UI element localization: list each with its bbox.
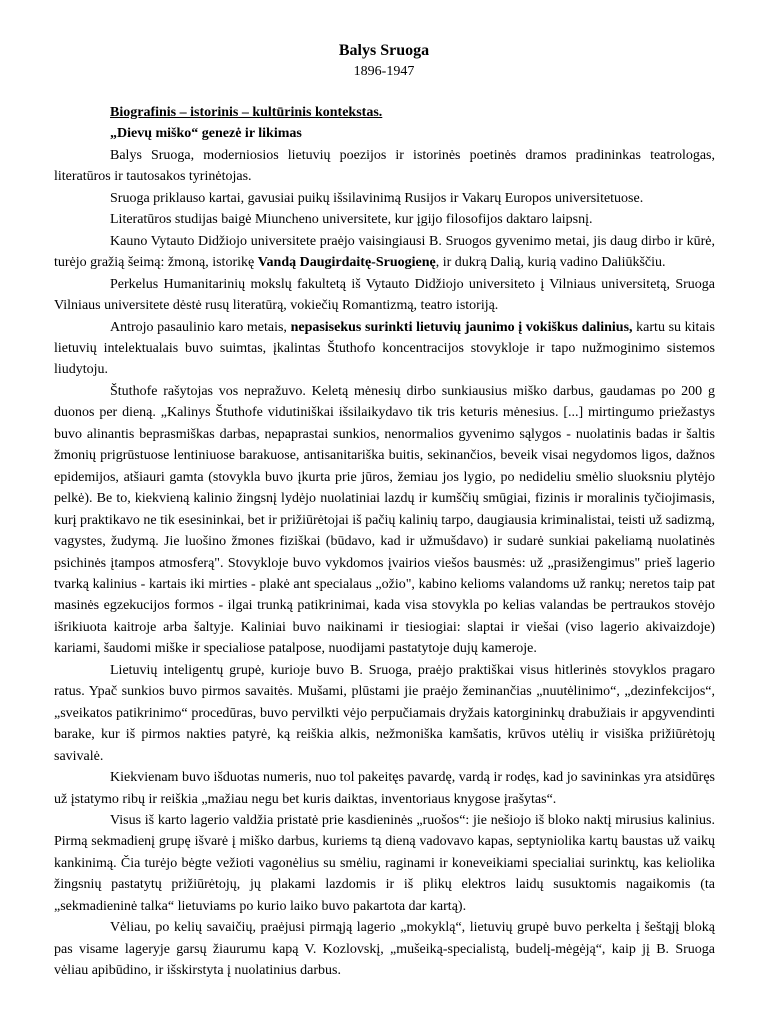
document-body [54, 102, 715, 982]
paragraph-4 [54, 231, 715, 274]
paragraph-9: Kiekvienam buvo išduotas numeris, nuo tol pakeitęs pavardę, vardą ir rodęs, kad jo savininkas yra atsidūręs už įstatymo ribų ir reiškia „mažiau negu bet kuris daiktas, inventoriaus knygose įrašytas“. [54, 770, 715, 807]
author-years: 1896-1947 [353, 64, 415, 79]
paragraph-4-name-bold: Vandą Daugirdaitę-Sruogienę [257, 255, 436, 271]
section-heading: Biografinis – istorinis – kultūrinis kontekstas. [110, 105, 383, 120]
paragraph-6 [54, 317, 715, 381]
section-subheading: „Dievų miško“ genezė ir likimas [110, 126, 302, 142]
paragraph-8: Lietuvių inteligentų grupė, kurioje buvo B. Sruoga, praėjo praktiškai visus hitlerinės stovyklos pragaro ratus. Ypač sunkios buvo pirmos savaitės. Mušami, plūstami jie praėjo žeminančias „nuutėlinimo“, „dezinfekcijos“, „sveikatos patikrinimo“ procedūras, buvo pervilkti vėjo perpučiamais dryžais katorgininkų drabužiais ir apgyvendinti barake, kur iš pirmos nakties patyrė, ką reiškia alkis, nežmoniška kamšatis, krūvos utėlių ir visiška prižiūrėtojų savivalė. [54, 662, 715, 764]
paragraph-11: Vėliau, po kelių savaičių, praėjusi pirmąją lagerio „mokyklą“, lietuvių grupė buvo perkelta į šeštąjį bloką pas visame lageryje garsų žiaurumu kapą V. Kozlovskį, „mušeiką-specialistą, budelį-mėgėją“, kaip jį B. Sruoga vėliau apibūdino, ir išskirstyta į nuolatinius darbus. [54, 920, 715, 979]
paragraph-4-text-a: Kauno Vytauto Didžiojo universitete praėjo vaisingiausi B. Sruogos gyvenimo metai, jis daug dirbo ir kūrė, turėjo gražią šeimą: žmoną, istorikę [54, 233, 715, 271]
paragraph-1: Balys Sruoga, moderniosios lietuvių poezijos ir istorinės poetinės dramos pradininkas teatrologas, literatūros ir tautosakos tyrinėtojas. [54, 147, 715, 185]
paragraph-6-text-a: Antrojo pasaulinio karo metais, [110, 319, 291, 335]
paragraph-6-bold: nepasisekus surinkti lietuvių jaunimo į vokiškus dalinius, [290, 319, 633, 335]
paragraph-7: Štuthofe rašytojas vos nepražuvo. Keletą mėnesių dirbo sunkiausius miško darbus, gaudamas po 200 g duonos per dieną. „Kalinys Štuthofe vidutiniškai išsilaikydavo tik tris keturis mėnesius. [...] mirtingumo priežastys buvo alinantis beprasmiškas darbas, nepaprastai sunkios, nenormalios gyvenimo sąlygos - nuolatinis badas ir šaltis žmonių prigrūstuose lentiniuose barakuose, antisanitariška buitis, sekinančios, beveik visai negydomos ligos, dažnos epidemijos, atšiauri gamta (stovykla buvo įkurta prie jūros, žemiau jos lygio, po nedideliu smėlio sluoksniu plytėjo pelkė). Be to, kiekvieną kalinio žingsnį lydėjo nuolatiniai lazdų ir kumščių smūgiai, fizinis ir moralinis tyčiojimasis, kurį praktikavo ne tik esesininkai, bet ir prižiūrėtojai iš pačių kalinių tarpo, daugiausia kriminalistai, teisti už sadizmą, vagystes, žudymą. Jie luošino žmones fiziškai (būdavo, kad ir užmušdavo) ir sudarė sunkiai pakeliamą nuolatinės psichinės įtampos atmosferą". Stovykloje buvo vykdomos įvairios viešos bausmės: už „prasižengimus" prieš lagerio tvarką kalinius - kartais iki mirties - plakė ant specialaus „ožio", kabino kelioms valandoms už rankų; neretos taip pat masinės egzekucijos formos - ilgai trunką patikrinimai, kada visa stovykla po kelias valandas be pertraukos stovėjo išrikiuota kaitroje arba šaltyje. Kaliniai buvo naikinami ir tiesiogiai: slaptai ir viešai (viso lagerio akivaizdoje) kariami, šaudomi miške ir specialiose patalpose, nuodijami pastatytoje dujų kameroje. [54, 383, 715, 657]
paragraph-4-text-c: , ir dukrą Dalią, kurią vadino Daliūkščiu. [435, 255, 666, 271]
paragraph-2: Sruoga priklauso kartai, gavusiai puikų išsilavinimą Rusijos ir Vakarų Europos universitetuose. [110, 190, 644, 206]
paragraph-10: Visus iš karto lagerio valdžia pristatė prie kasdieninės „ruošos“: jie nešiojo iš bloko naktį mirusius kalinius. Pirmą sekmadienį grupę išvarė į miško darbus, kuriems tą dieną vadovavo kapas, septyniolika kartų baustas už vaikų kankinimą. Čia turėjo bėgte vežioti vagonėlius su smėliu, raginami ir koneveikiami specialiai surinktų, kas keliolika žingsnių pastatytų prižiūrėtojų, jų plakami lazdomis ir iš plikų elektros laidų susuktomis nagaikomis (ta „sekmadieninė talka“ lietuviams po kurio laiko buvo pakartota dar kartą). [54, 812, 715, 914]
paragraph-5: Perkelus Humanitarinių mokslų fakultetą iš Vytauto Didžiojo universiteto į Vilniaus universitetą, Sruoga Vilniaus universitete dėstė rusų literatūrą, vokiečių Romantizmą, teatro istoriją. [54, 276, 715, 314]
document-title: Balys Sruoga [338, 42, 430, 59]
paragraph-3: Literatūros studijas baigė Miuncheno universitete, kur įgijo filosofijos daktaro laipsnį. [110, 212, 593, 228]
paragraph-6-text-c: kartu su kitais lietuvių intelektualais buvo suimtas, įkalintas Štuthofo koncentracijos stovykloje ir tapo nužmoginimo sistemos liudytoju. [54, 319, 715, 378]
